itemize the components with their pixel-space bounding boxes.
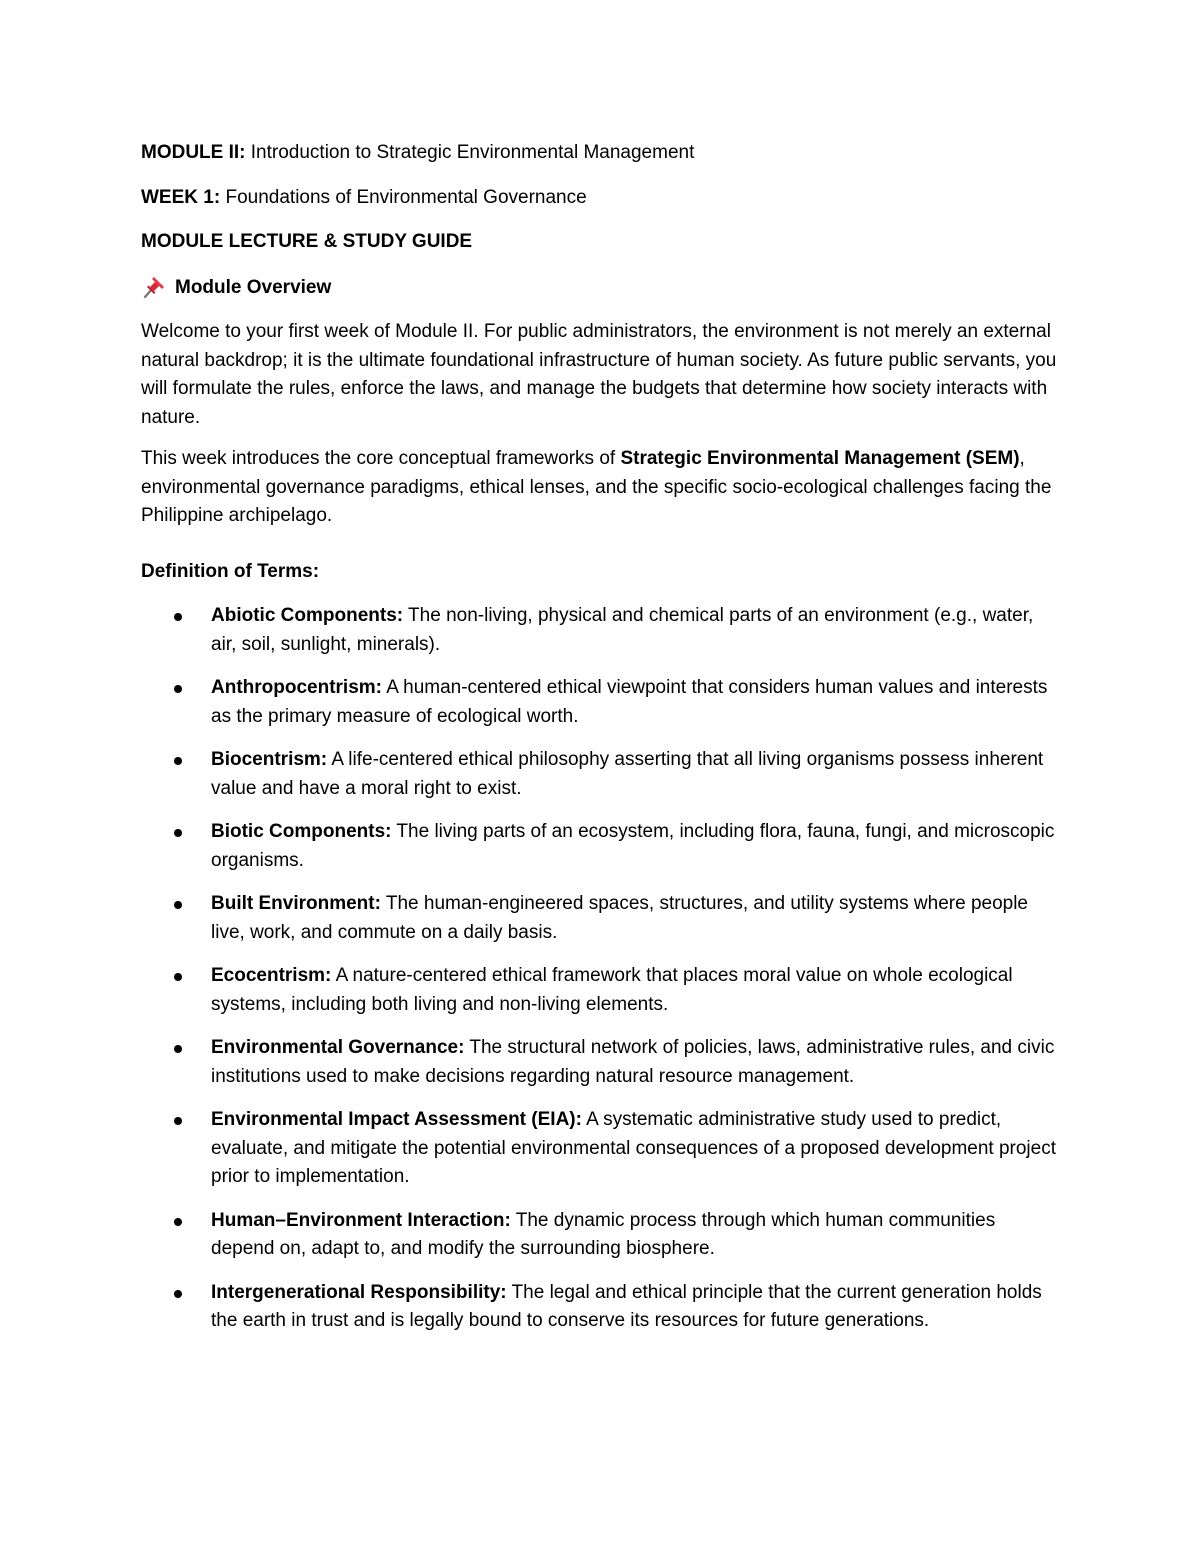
list-item [141,1034,1061,1091]
list-item [141,962,1061,1019]
bullet-icon [174,1290,182,1298]
list-item [141,1207,1061,1264]
module-label: MODULE II: [141,142,246,163]
week-label: WEEK 1: [141,186,221,208]
bullet-icon [174,901,182,909]
term-name: Environmental Governance: [211,1037,465,1058]
term-definition: The legal and ethical principle that the current generation holds the earth in trust and is legally bound to conserve its resources for future generations. [211,1281,1042,1331]
term-definition: The human-engineered spaces, structures, and utility systems where people live, work, and commute on a daily basis. [211,893,1029,943]
list-item [141,890,1061,947]
overview-paragraph-1: Welcome to your first week of Module II. For public administrators, the environment is not merely an external natural backdrop; it is the ultimate foundational infrastructure of human society. As future public servants, you will formulate the rules, enforce the laws, and manage the budgets that determine how society interacts with nature. [141,321,1057,428]
bullet-icon [174,685,182,693]
term-name: Built Environment: [211,893,381,914]
week-heading [141,184,1061,213]
overview-paragraph-2 [141,445,1061,531]
term-name: Ecocentrism: [211,965,332,986]
module-overview-label: Module Overview [175,276,332,298]
module-heading [141,139,1061,168]
paragraph-2-rest: , environmental governance paradigms, ethical lenses, and the specific socio-ecological challenges facing the Philippine archipelago. [141,448,1052,526]
bullet-icon [174,757,182,765]
term-name: Abiotic Components: [211,605,404,626]
term-definition: The living parts of an ecosystem, including flora, fauna, fungi, and microscopic organisms. [211,821,1055,871]
bullet-icon [174,613,182,621]
bullet-icon [174,1218,182,1226]
term-name: Biocentrism: [211,749,328,770]
term-definition: The dynamic process through which human communities depend on, adapt to, and modify the surrounding biosphere. [211,1209,996,1259]
term-definition: A systematic administrative study used to predict, evaluate, and mitigate the potential environmental consequences of a proposed development project prior to implementation. [211,1109,1056,1187]
sem-term: Strategic Environmental Management (SEM) [620,448,1020,469]
list-item [141,602,1061,659]
bullet-icon [174,973,182,981]
term-definition: A nature-centered ethical framework that places moral value on whole ecological systems, including both living and non-living elements. [211,965,1013,1015]
term-name: Intergenerational Responsibility: [211,1281,507,1303]
term-definition: A life-centered ethical philosophy asserting that all living organisms possess inherent value and have a moral right to exist. [211,749,1044,799]
paragraph-2-intro: This week introduces the core conceptual frameworks of [141,448,621,469]
module-title: Introduction to Strategic Environmental Management [250,142,695,163]
document-content [141,139,1061,1351]
term-definition: The structural network of policies, laws, administrative rules, and civic institutions used to make decisions regarding natural resource management. [211,1037,1055,1087]
bullet-icon [174,829,182,837]
list-item [141,818,1061,875]
list-item [141,1279,1061,1336]
module-overview-heading [141,274,1061,303]
bullet-icon [174,1117,182,1125]
term-name: Anthropocentrism: [211,677,382,698]
list-item [141,1106,1061,1192]
term-name: Biotic Components: [211,821,392,842]
definitions-list [141,602,1061,1336]
list-item [141,746,1061,803]
term-name: Environmental Impact Assessment (EIA): [211,1109,582,1130]
study-guide-title: MODULE LECTURE & STUDY GUIDE [141,231,473,252]
pushpin-icon [141,274,167,300]
definition-of-terms-heading: Definition of Terms: [141,560,320,582]
bullet-icon [174,1045,182,1053]
list-item [141,674,1061,731]
term-definition: The non-living, physical and chemical parts of an environment (e.g., water, air, soil, sunlight, minerals). [211,605,1034,655]
term-name: Human–Environment Interaction: [211,1209,511,1231]
term-definition: A human-centered ethical viewpoint that considers human values and interests as the primary measure of ecological worth. [211,677,1048,727]
week-title: Foundations of Environmental Governance [225,186,587,208]
